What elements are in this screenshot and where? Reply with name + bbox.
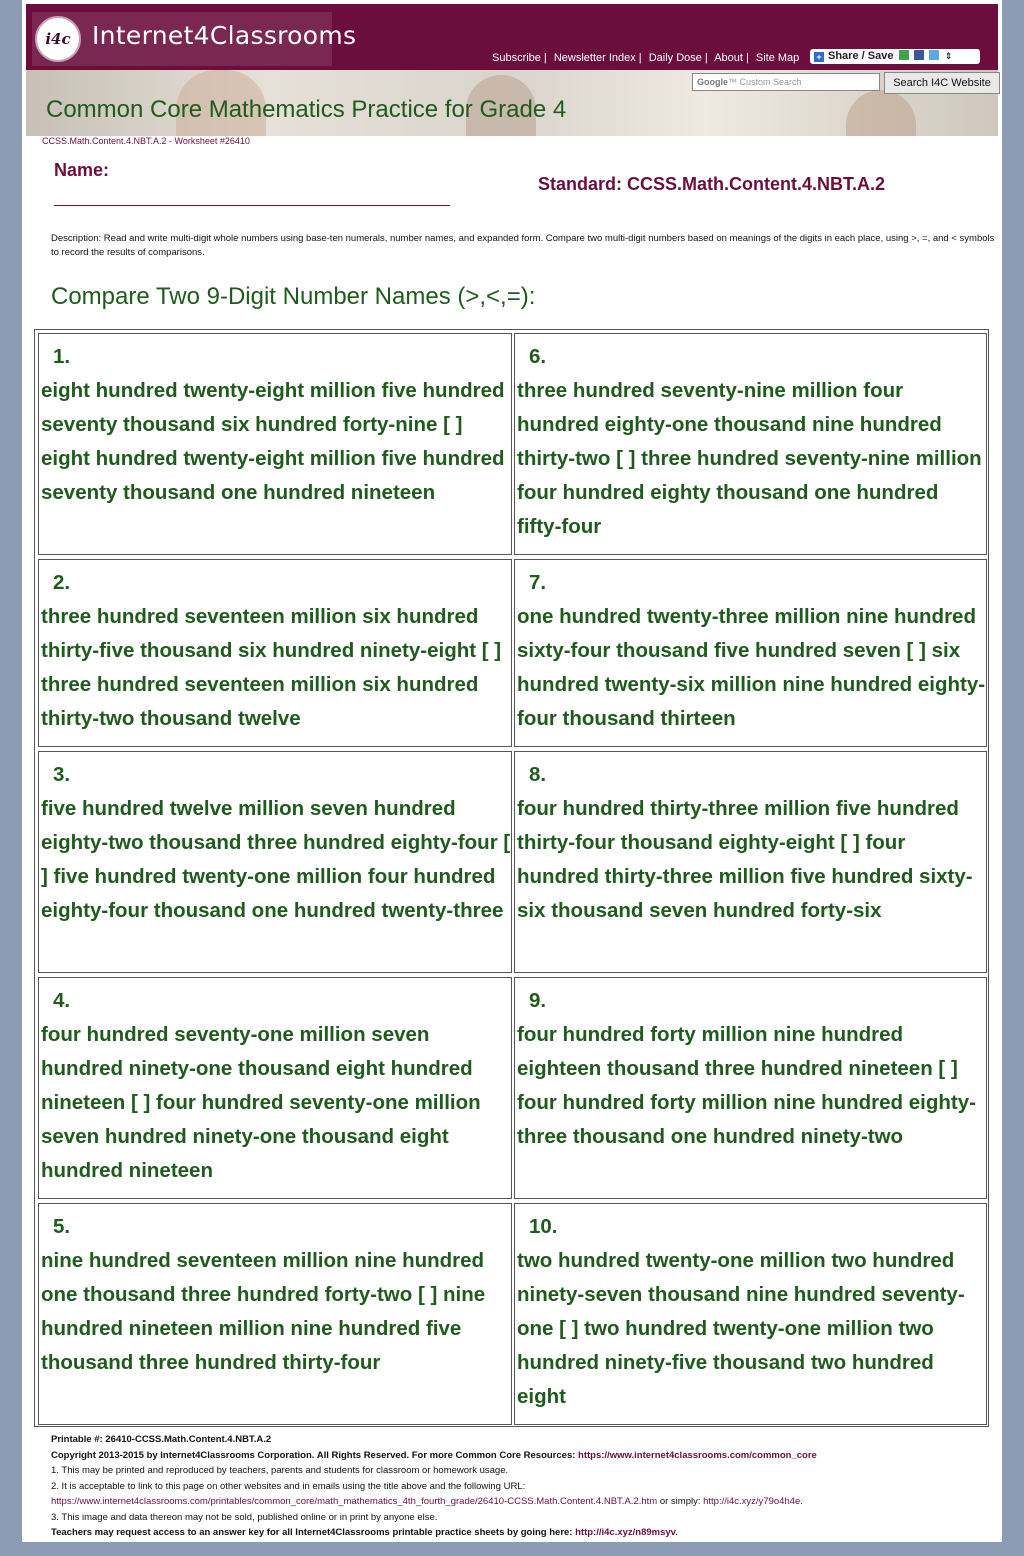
usage-note-2-urls bbox=[51, 1494, 991, 1510]
problem-number: 7. bbox=[529, 571, 547, 594]
problem-cell bbox=[514, 977, 987, 1199]
hero-banner bbox=[26, 70, 998, 136]
nav-about[interactable]: About bbox=[714, 52, 743, 64]
problem-text: three hundred seventy-nine million four hundred eighty-one thousand nine hundred thirty-two [ ] three hundred seventy-nine million four hundred eighty thousand one hundred fifty-four bbox=[517, 379, 982, 538]
usage-note-3: 3. This image and data thereon may not be sold, published online or in print by anyone else. bbox=[51, 1511, 438, 1523]
problem-text: two hundred twenty-one million two hundred ninety-seven thousand nine hundred seventy-one [ ] two hundred twenty-one million two hundred ninety-five thousand two hundred eight bbox=[517, 1249, 965, 1408]
top-nav: Subscribe | Newsletter Index | Daily Dose | About | Site Map bbox=[492, 52, 800, 64]
logo-text: Internet4Classrooms bbox=[92, 21, 357, 50]
share-save-button[interactable] bbox=[810, 49, 980, 64]
name-label: Name: bbox=[54, 160, 110, 180]
facebook-icon bbox=[914, 50, 924, 60]
problem-cell bbox=[38, 751, 512, 973]
problem-grid bbox=[34, 329, 989, 1427]
site-header bbox=[26, 4, 998, 70]
problem-cell bbox=[38, 559, 512, 747]
page bbox=[22, 0, 1002, 1542]
problem-cell bbox=[514, 333, 987, 555]
problem-number: 10. bbox=[529, 1215, 558, 1238]
copyright-text: Copyright 2013-2015 by Internet4Classrooms Corporation. All Rights Reserved. For more Common Core Resources: bbox=[51, 1449, 576, 1461]
common-core-link[interactable]: https://www.internet4classrooms.com/common_core bbox=[578, 1449, 817, 1461]
usage-note-1: 1. This may be printed and reproduced by teachers, parents and students for classroom or homework usage. bbox=[51, 1465, 509, 1476]
problem-text: four hundred thirty-three million five hundred thirty-four thousand eighty-eight [ ] four hundred thirty-three million five hundred sixty-six thousand seven hundred forty-six bbox=[517, 797, 973, 922]
logo-badge: i4c bbox=[35, 16, 81, 62]
breadcrumb: CCSS.Math.Content.4.NBT.A.2 - Worksheet #26410 bbox=[42, 136, 250, 146]
problem-number: 1. bbox=[53, 345, 71, 368]
chevron-updown-icon: ⇕ bbox=[944, 51, 953, 61]
problem-number: 9. bbox=[529, 989, 547, 1012]
search-placeholder: Custom Search bbox=[739, 77, 802, 87]
section-title: Compare Two 9-Digit Number Names (>,<,=): bbox=[51, 283, 536, 310]
page-title: Common Core Mathematics Practice for Grade 4 bbox=[46, 96, 567, 123]
problem-cell bbox=[38, 977, 512, 1199]
answer-key-end: . bbox=[675, 1527, 678, 1538]
name-line bbox=[54, 205, 450, 206]
description: Description: Read and write multi-digit whole numbers using base-ten numerals, number names, and expanded form. Compare two multi-digit numbers based on meanings of the digits in each place, using >, =, and < symbols to record the results of comparisons. bbox=[51, 233, 995, 258]
nav-subscribe[interactable]: Subscribe bbox=[492, 52, 541, 64]
printable-number: Printable #: 26410-CCSS.Math.Content.4.NBT.A.2 bbox=[51, 1434, 272, 1445]
problem-cell bbox=[38, 333, 512, 555]
problem-number: 6. bbox=[529, 345, 547, 368]
standard-label: Standard: CCSS.Math.Content.4.NBT.A.2 bbox=[538, 174, 886, 194]
problem-number: 5. bbox=[53, 1215, 71, 1238]
usage-note-2: 2. It is acceptable to link to this page on other websites and in emails using the title above and the following URL: bbox=[51, 1480, 526, 1492]
problem-text: eight hundred twenty-eight million five hundred seventy thousand six hundred forty-nine [ ] eight hundred twenty-eight million five hundred seventy thousand one hundred nineteen bbox=[41, 379, 505, 504]
answer-key-link[interactable]: http://i4c.xyz/n89msyv bbox=[575, 1527, 676, 1538]
url-separator: or simply: bbox=[657, 1496, 704, 1507]
search-input[interactable]: Google™ Custom Search bbox=[692, 73, 880, 91]
problem-text: five hundred twelve million seven hundred eighty-two thousand three hundred eighty-four [ ] five hundred twenty-one million four hundred eighty-four thousand one hundred twenty-three bbox=[41, 797, 511, 922]
problem-text: nine hundred seventeen million nine hundred one thousand three hundred forty-two [ ] nine hundred nineteen million nine hundred five thousand three hundred thirty-four bbox=[41, 1249, 486, 1374]
twitter-icon bbox=[929, 50, 939, 60]
problem-text: three hundred seventeen million six hundred thirty-five thousand six hundred ninety-eight [ ] three hundred seventeen million six hundred thirty-two thousand twelve bbox=[41, 605, 502, 730]
problem-cell bbox=[514, 751, 987, 973]
nav-site-map[interactable]: Site Map bbox=[755, 52, 800, 64]
problem-number: 3. bbox=[53, 763, 71, 786]
search-button[interactable]: Search I4C Website bbox=[884, 72, 1000, 94]
site-logo[interactable] bbox=[32, 12, 357, 66]
url-end: . bbox=[800, 1496, 803, 1507]
problem-number: 4. bbox=[53, 989, 71, 1012]
worksheet-url-link[interactable]: https://www.internet4classrooms.com/printables/common_core/math_mathematics_4th_fourth_grade/26410-CCSS.Math.Content.4.NBT.A.2.htm bbox=[51, 1496, 658, 1507]
problem-text: one hundred twenty-three million nine hundred sixty-four thousand five hundred seven [ ] six hundred twenty-six million nine hundred eighty-four thousand thirteen bbox=[517, 605, 986, 730]
problem-text: four hundred seventy-one million seven hundred ninety-one thousand eight hundred nineteen [ ] four hundred seventy-one million seven hundred ninety-one thousand eight hundred nineteen bbox=[41, 1023, 481, 1182]
problem-number: 8. bbox=[529, 763, 547, 786]
google-logo: Google bbox=[697, 77, 728, 87]
problem-text: four hundred forty million nine hundred eighteen thousand three hundred nineteen [ ] four hundred forty million nine hundred eighty-three thousand one hundred ninety-two bbox=[517, 1023, 976, 1148]
short-url-link[interactable]: http://i4c.xyz/y79o4h4e bbox=[703, 1496, 801, 1507]
share-label: Share / Save bbox=[828, 50, 894, 62]
answer-key-text: Teachers may request access to an answer key for all Internet4Classrooms printable practice sheets by going here: bbox=[51, 1527, 573, 1538]
answer-key-note bbox=[51, 1525, 991, 1541]
problem-cell bbox=[38, 1203, 512, 1425]
share-icon bbox=[899, 50, 909, 60]
nav-daily-dose[interactable]: Daily Dose bbox=[648, 52, 702, 64]
problem-cell bbox=[514, 1203, 987, 1425]
share-plus-icon: + bbox=[814, 52, 824, 62]
copyright bbox=[51, 1448, 991, 1464]
footer bbox=[51, 1432, 991, 1541]
problem-number: 2. bbox=[53, 571, 71, 594]
nav-newsletter-index[interactable]: Newsletter Index bbox=[553, 52, 636, 64]
problem-cell bbox=[514, 559, 987, 747]
